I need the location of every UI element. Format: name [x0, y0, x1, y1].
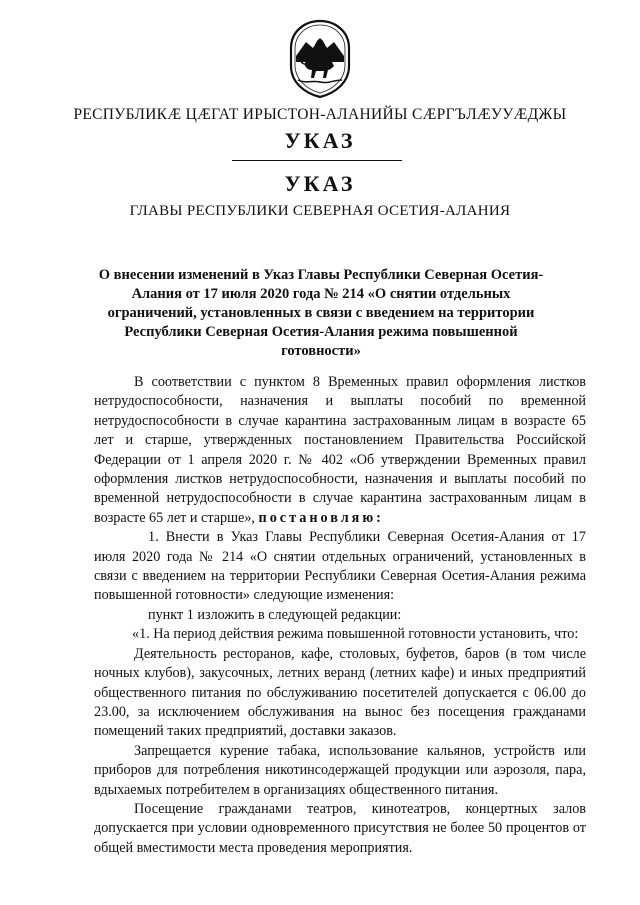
preamble-paragraph [94, 373, 586, 528]
preamble-text: В соответствии с пунктом 8 Временных правил оформления листков нетрудоспособности, назначения и выплаты пособий по временной нетрудоспособности в случае карантина застрахованным лицам в возрасте 65 лет и старше, утвержденных постановлением Правительства Российской Федерации от 1 апреля 2020 г. № 402 «Об утверждении Временных правил оформления листков нетрудоспособности, назначения и выплаты пособий по временной нетрудоспособности в случае карантина застрахованным лицам в возрасте 65 лет и старше», [94, 374, 586, 526]
ukaz-russian-heading: УКАЗ [284, 171, 356, 196]
ukaz-ossetian-heading: УКАЗ [284, 128, 356, 153]
paragraph-1: 1. Внести в Указ Главы Республики Северная Осетия-Алания от 17 июля 2020 года № 214 «О снятии отдельных ограничений, установленных в связи с введением на территории Республики Северная Осетия-Алания режима повышенной готовности» следующие изменения: [94, 529, 586, 604]
ossetian-header: РЕСПУБЛИКÆ ЦÆГАТ ИРЫСТОН-АЛАНИЙЫ СÆРГЪЛÆУУÆДЖЫ [73, 106, 567, 123]
coat-of-arms-emblem [286, 18, 354, 100]
decree-title: О внесении изменений в Указ Главы Республики Северная Осетия-Алания от 17 июля 2020 года № 214 «О снятии отдельных ограничений, установленных в связи с введением на территории Республики Северная Осетия-Алания режима повышенной готовности» [98, 267, 544, 359]
paragraph-catering: Деятельность ресторанов, кафе, столовых, буфетов, баров (в том числе ночных клубов), закусочных, летних веранд (летних кафе) и иных предприятий общественного питания по обслуживанию посетителей допускается с 06.00 до 23.00, за исключением обслуживания на вынос без посещения гражданами помещений таких предприятий, доставки заказов. [94, 645, 586, 740]
header-divider [232, 160, 402, 161]
russian-subtitle: ГЛАВЫ РЕСПУБЛИКИ СЕВЕРНАЯ ОСЕТИЯ-АЛАНИЯ [129, 203, 511, 219]
paragraph-amendment-intro: пункт 1 изложить в следующей редакции: [148, 606, 402, 623]
decree-word: постановляю: [258, 509, 384, 526]
decree-body [94, 373, 586, 858]
paragraph-smoking: Запрещается курение табака, использование кальянов, устройств или приборов для потребления никотинсодержащей продукции или аэрозоля, пара, вдыхаемых потребителем в организациях общественного питания. [94, 742, 586, 798]
paragraph-theatres: Посещение гражданами театров, кинотеатров, концертных залов допускается при условии одновременного присутствия не более 50 процентов от общей вместимости места проведения мероприятия. [94, 800, 586, 856]
paragraph-point-1: «1. На период действия режима повышенной готовности установить, что: [132, 626, 579, 643]
